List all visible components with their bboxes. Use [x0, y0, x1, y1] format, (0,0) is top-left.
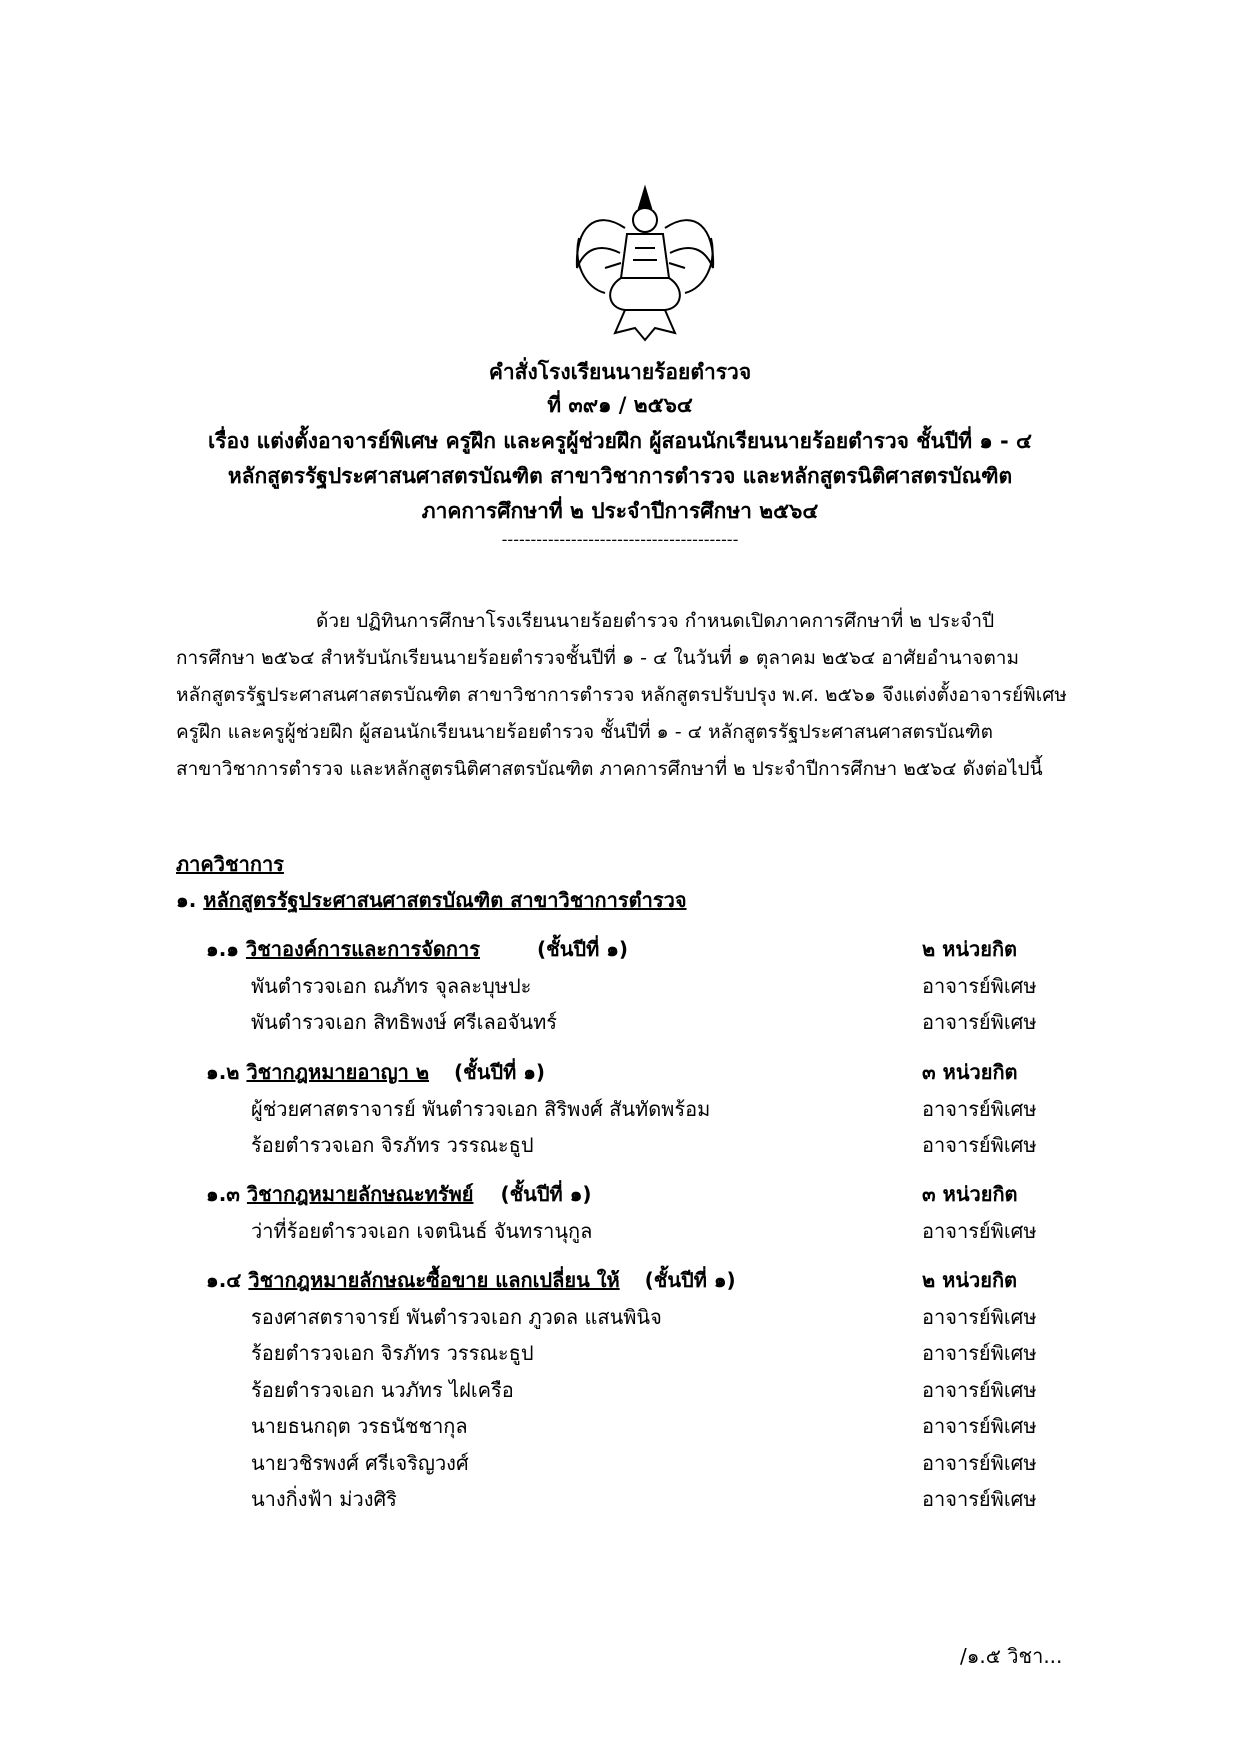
staff-name: พันตำรวจเอก สิทธิพงษ์ ศรีเลอจันทร์: [251, 1010, 558, 1034]
staff-name: รองศาสตราจารย์ พันตำรวจเอก ภูวดล แสนพินิจ: [251, 1305, 662, 1329]
curriculum-number: ๑.: [176, 888, 197, 912]
staff-name: นายธนกฤต วรธนัชชากุล: [251, 1414, 468, 1438]
course-heading: [206, 1264, 736, 1296]
body-line: การศึกษา ๒๕๖๔ สำหรับนักเรียนนายร้อยตำรวจชั้นปีที่ ๑ - ๔ ในวันที่ ๑ ตุลาคม ๒๕๖๔ อาศัยอำนาจตาม: [176, 647, 1019, 669]
course-year: (ชั้นปีที่ ๑): [500, 1182, 592, 1206]
course-heading: [206, 1178, 592, 1210]
body-line: ครูฝึก และครูผู้ช่วยฝึก ผู้สอนนักเรียนนายร้อยตำรวจ ชั้นปีที่ ๑ - ๔ หลักสูตรรัฐประศาสนศาสตรบัณฑิต: [176, 721, 994, 743]
course-year: (ชั้นปีที่ ๑): [453, 1060, 546, 1084]
curriculum-heading: [176, 884, 687, 916]
staff-role: อาจารย์พิเศษ: [922, 1487, 1037, 1511]
subject-line-2: หลักสูตรรัฐประศาสนศาสตรบัณฑิต สาขาวิชาการตำรวจ และหลักสูตรนิติศาสตรบัณฑิต: [227, 464, 1013, 488]
body-line: ด้วย ปฏิทินการศึกษาโรงเรียนนายร้อยตำรวจ กำหนดเปิดภาคการศึกษาที่ ๒ ประจำปี: [316, 610, 995, 632]
staff-name: ร้อยตำรวจเอก จิรภัทร วรรณะธูป: [251, 1133, 534, 1157]
staff-role: อาจารย์พิเศษ: [922, 1305, 1037, 1329]
course-number: ๑.๓: [206, 1182, 240, 1206]
staff-role: อาจารย์พิเศษ: [922, 1097, 1037, 1121]
course-name: วิชาองค์การและการจัดการ: [245, 937, 481, 961]
staff-role: อาจารย์พิเศษ: [922, 1219, 1037, 1243]
staff-name: ร้อยตำรวจเอก จิรภัทร วรรณะธูป: [251, 1341, 534, 1365]
staff-role: อาจารย์พิเศษ: [922, 974, 1037, 998]
staff-role: อาจารย์พิเศษ: [922, 1414, 1037, 1438]
body-line: สาขาวิชาการตำรวจ และหลักสูตรนิติศาสตรบัณฑิต ภาคการศึกษาที่ ๒ ประจำปีการศึกษา ๒๕๖๔ ดังต่อไปนี้: [176, 758, 1043, 780]
subject-line-1: เรื่อง แต่งตั้งอาจารย์พิเศษ ครูฝึก และครูผู้ช่วยฝึก ผู้สอนนักเรียนนายร้อยตำรวจ ชั้นปีที่ ๑ - ๔: [208, 429, 1032, 453]
course-credits: ๓ หน่วยกิต: [922, 1182, 1018, 1206]
continuation-note: /๑.๕ วิชา...: [960, 1644, 1063, 1668]
title-separator: -----------------------------------------: [501, 530, 739, 549]
staff-name: ร้อยตำรวจเอก นวภัทร ไฝเครือ: [251, 1378, 514, 1402]
course-name: วิชากฎหมายอาญา ๒: [246, 1060, 430, 1084]
staff-name: ผู้ช่วยศาสตราจารย์ พันตำรวจเอก สิริพงศ์ สันทัดพร้อม: [251, 1097, 711, 1121]
staff-role: อาจารย์พิเศษ: [922, 1451, 1037, 1475]
course-year: (ชั้นปีที่ ๑): [644, 1268, 736, 1292]
order-number: ที่ ๓๙๑ / ๒๕๖๔: [547, 393, 693, 417]
department-heading: ภาควิชาการ: [176, 852, 284, 876]
course-name: วิชากฎหมายลักษณะทรัพย์: [246, 1182, 474, 1206]
staff-role: อาจารย์พิเศษ: [922, 1010, 1037, 1034]
curriculum-title: หลักสูตรรัฐประศาสนศาสตรบัณฑิต สาขาวิชาการตำรวจ: [203, 888, 687, 912]
staff-role: อาจารย์พิเศษ: [922, 1378, 1037, 1402]
course-year: (ชั้นปีที่ ๑): [536, 937, 629, 961]
staff-role: อาจารย์พิเศษ: [922, 1133, 1037, 1157]
course-heading: [206, 1056, 545, 1088]
staff-name: ว่าที่ร้อยตำรวจเอก เจตนินธ์ จันทรานุกูล: [251, 1219, 593, 1243]
course-number: ๑.๒: [206, 1060, 240, 1084]
course-credits: ๓ หน่วยกิต: [922, 1060, 1018, 1084]
course-credits: ๒ หน่วยกิต: [922, 1268, 1018, 1292]
staff-name: นางกิ่งฟ้า ม่วงศิริ: [251, 1487, 397, 1511]
course-number: ๑.๔: [206, 1268, 242, 1292]
garuda-emblem: [565, 168, 725, 348]
staff-name: นายวชิรพงศ์ ศรีเจริญวงศ์: [251, 1451, 469, 1475]
course-name: วิชากฎหมายลักษณะซื้อขาย แลกเปลี่ยน ให้: [248, 1268, 620, 1292]
course-heading: [206, 933, 628, 965]
subject-line-3: ภาคการศึกษาที่ ๒ ประจำปีการศึกษา ๒๕๖๔: [421, 499, 819, 523]
staff-role: อาจารย์พิเศษ: [922, 1341, 1037, 1365]
body-paragraph: [176, 603, 1116, 788]
staff-name: พันตำรวจเอก ณภัทร จุลละบุษปะ: [251, 974, 532, 998]
course-credits: ๒ หน่วยกิต: [922, 937, 1018, 961]
course-number: ๑.๑: [206, 937, 239, 961]
body-line: หลักสูตรรัฐประศาสนศาสตรบัณฑิต สาขาวิชาการตำรวจ หลักสูตรปรับปรุง พ.ศ. ๒๕๖๑ จึงแต่งตั้งอาจารย์พิเศษ: [176, 684, 1067, 706]
order-title: คำสั่งโรงเรียนนายร้อยตำรวจ: [488, 360, 752, 384]
